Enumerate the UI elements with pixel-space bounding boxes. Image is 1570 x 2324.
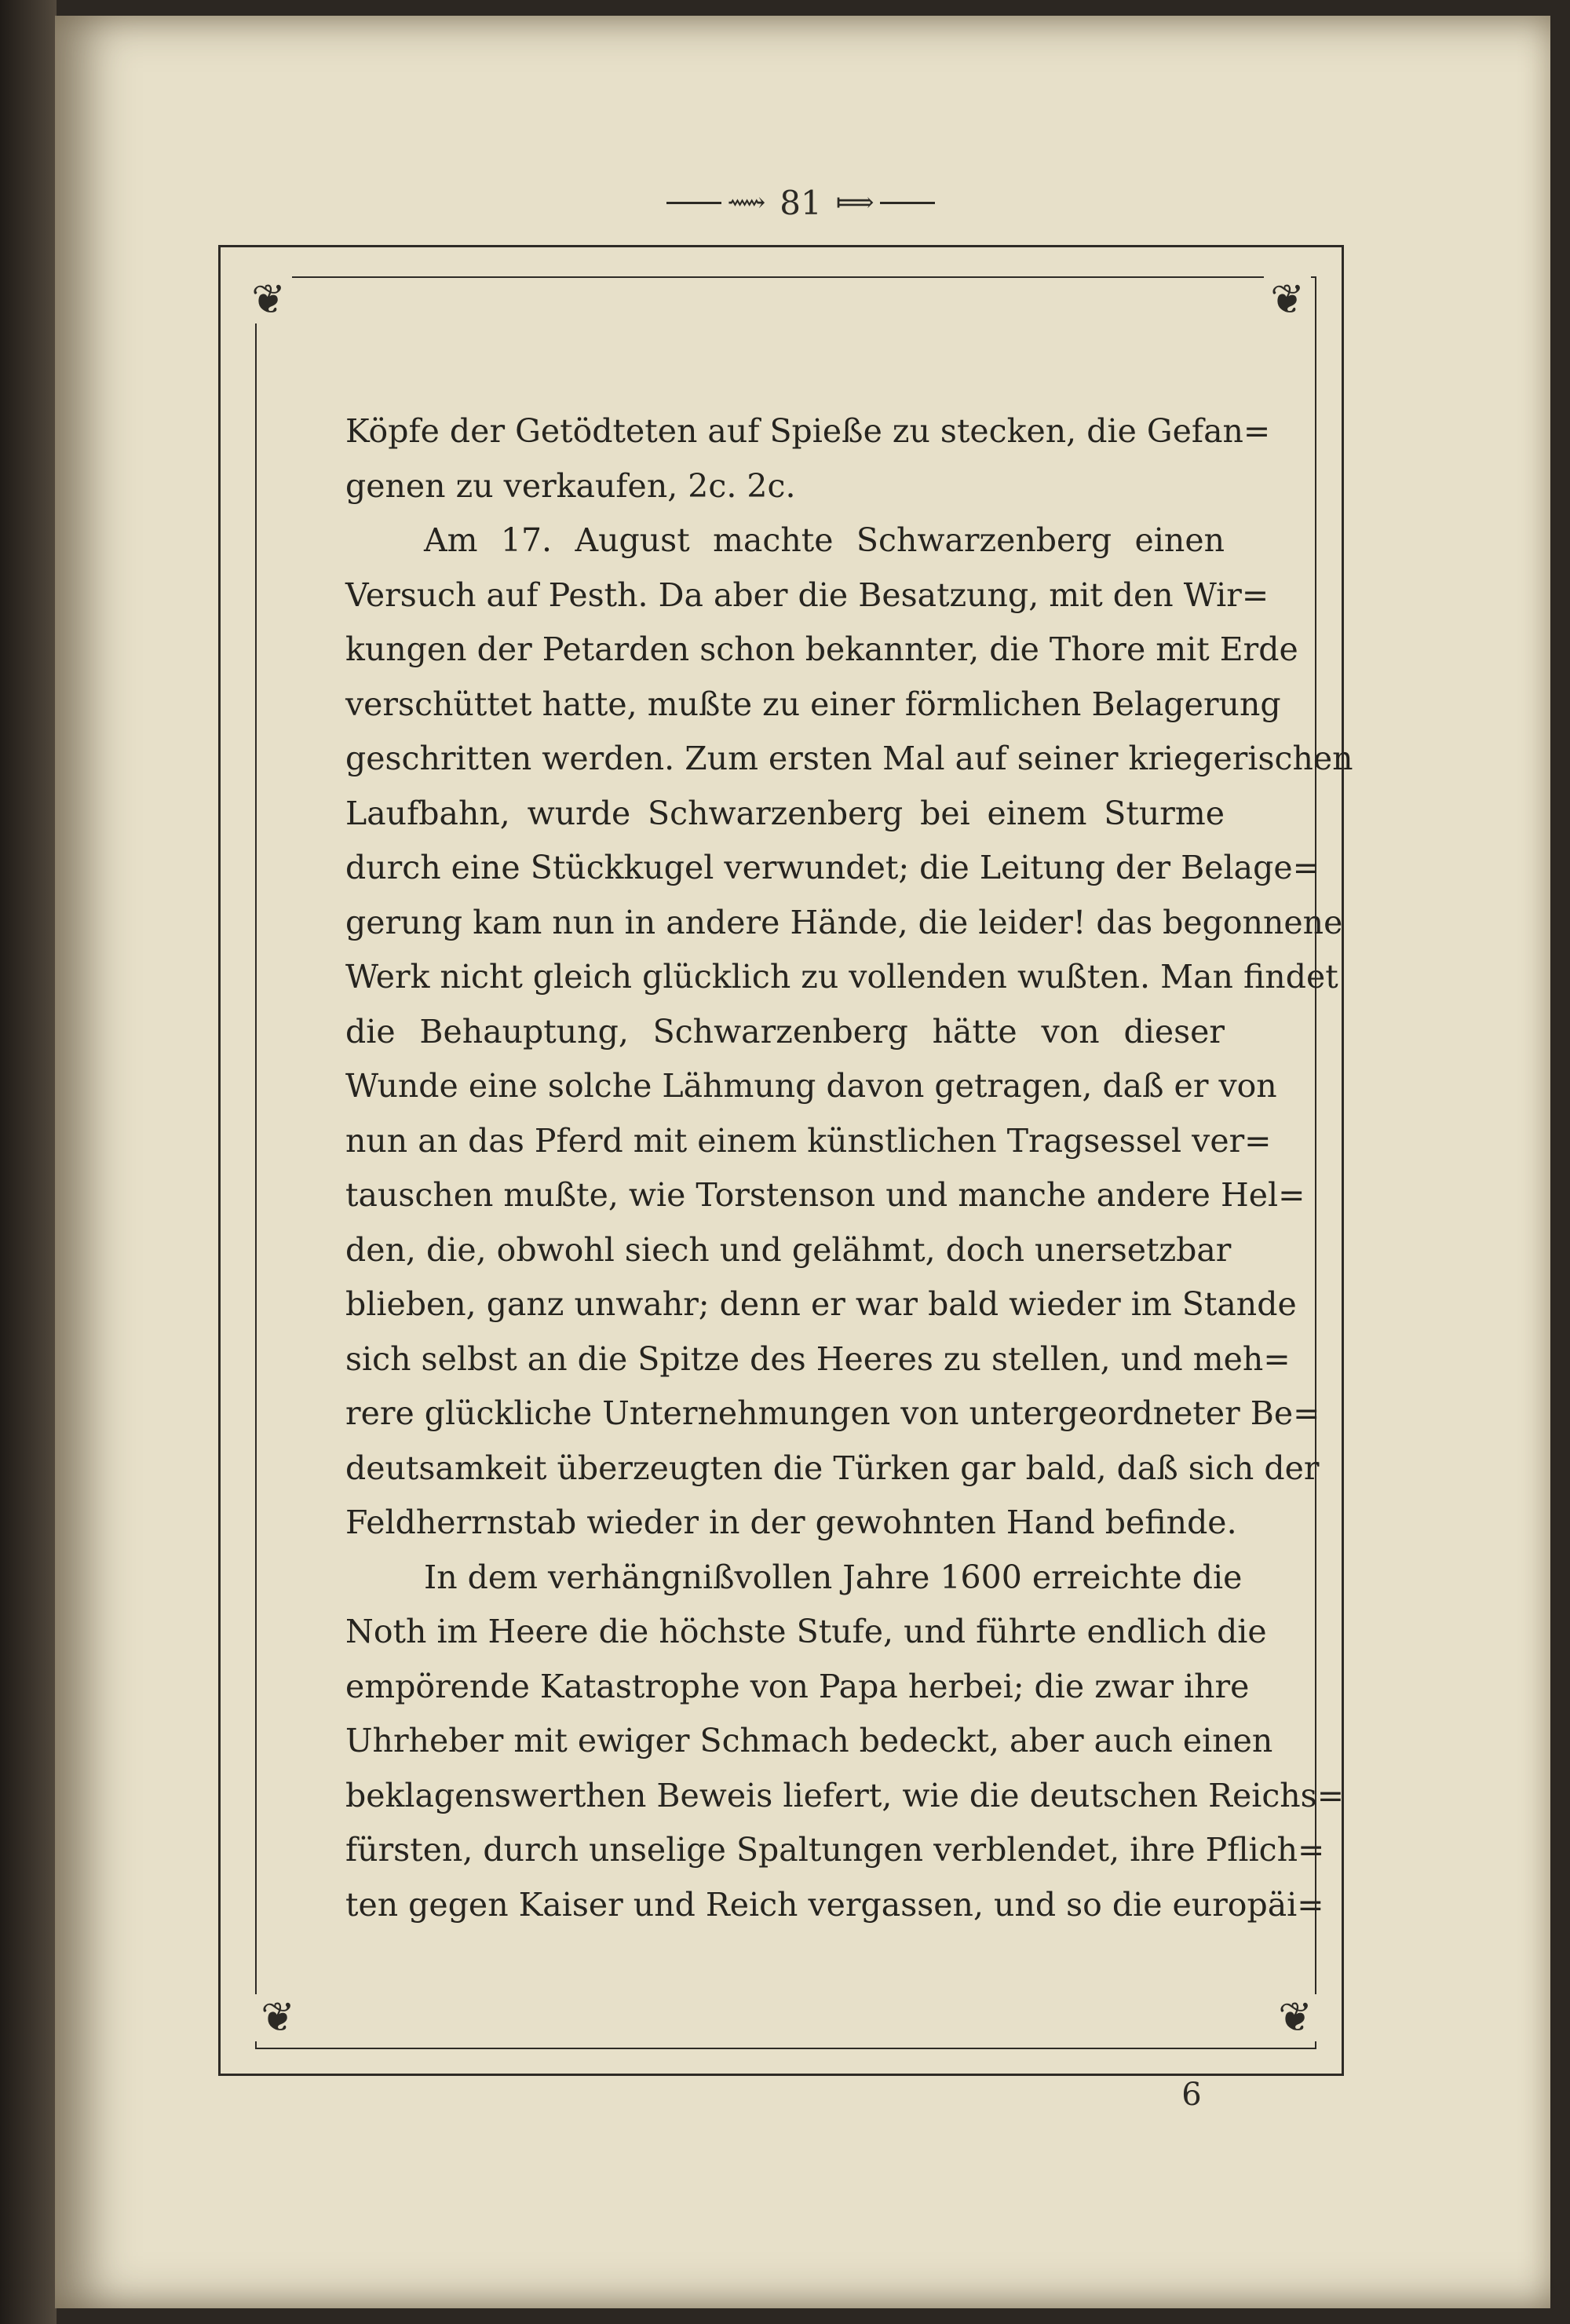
header-ornament-left-icon: ⟿ bbox=[727, 187, 766, 218]
text-line: Laufbahn, wurde Schwarzenberg bei einem Sturme bbox=[345, 794, 1225, 832]
page-number: 81 bbox=[780, 183, 822, 222]
text-line: fürsten, durch unselige Spaltungen verblendet, ihre Pflich= bbox=[345, 1831, 1325, 1869]
text-line: geschritten werden. Zum ersten Mal auf seiner kriegerischen bbox=[345, 740, 1353, 777]
corner-ornament-top-left-icon: ❦ bbox=[245, 276, 292, 323]
header-ornament-right-icon: ⟾ bbox=[835, 187, 874, 218]
text-line: beklagenswerthen Beweis liefert, wie die deutschen Reichs= bbox=[345, 1776, 1345, 1814]
text-line: genen zu verkaufen, 2c. 2c. bbox=[345, 466, 796, 505]
header-rule-left bbox=[666, 202, 721, 204]
body-text bbox=[345, 404, 1353, 1932]
text-line: Wunde eine solche Lähmung davon getragen, daß er von bbox=[345, 1067, 1277, 1105]
text-line: durch eine Stückkugel verwundet; die Leitung der Belage= bbox=[345, 849, 1320, 886]
text-line: den, die, obwohl siech und gelähmt, doch unersetzbar bbox=[345, 1230, 1232, 1269]
corner-ornament-bottom-left-icon: ❦ bbox=[254, 1994, 301, 2041]
text-line: sich selbst an die Spitze des Heeres zu stellen, und meh= bbox=[345, 1339, 1291, 1378]
text-line: empörende Katastrophe von Papa herbei; die zwar ihre bbox=[345, 1667, 1250, 1705]
text-line: In dem verhängnißvollen Jahre 1600 erreichte die bbox=[424, 1558, 1243, 1596]
text-line: nun an das Pferd mit einem künstlichen Tragsessel ver= bbox=[345, 1121, 1272, 1160]
corner-ornament-top-right-icon: ❦ bbox=[1264, 276, 1311, 323]
signature-mark: 6 bbox=[1181, 2077, 1202, 2113]
text-line: die Behauptung, Schwarzenberg hätte von dieser bbox=[345, 1012, 1225, 1051]
text-line: Versuch auf Pesth. Da aber die Besatzung, mit den Wir= bbox=[345, 576, 1269, 614]
text-line: Noth im Heere die höchste Stufe, und führte endlich die bbox=[345, 1613, 1267, 1650]
text-line: kungen der Petarden schon bekannter, die Thore mit Erde bbox=[345, 630, 1298, 668]
corner-ornament-bottom-right-icon: ❦ bbox=[1272, 1994, 1319, 2041]
text-line: Werk nicht gleich glücklich zu vollenden wußten. Man findet bbox=[345, 958, 1338, 996]
text-line: rere glückliche Unternehmungen von untergeordneter Be= bbox=[345, 1394, 1320, 1432]
text-line: ten gegen Kaiser und Reich vergassen, und so die europäi= bbox=[345, 1885, 1324, 1924]
book-gutter bbox=[0, 0, 57, 2324]
text-line: blieben, ganz unwahr; denn er war bald wieder im Stande bbox=[345, 1285, 1297, 1323]
text-line: verschüttet hatte, mußte zu einer förmlichen Belagerung bbox=[345, 685, 1281, 723]
text-line: deutsamkeit überzeugten die Türken gar bald, daß sich der bbox=[345, 1449, 1320, 1487]
text-line: Feldherrnstab wieder in der gewohnten Hand befinde. bbox=[345, 1504, 1237, 1541]
header-rule-right bbox=[880, 202, 935, 204]
text-line: tauschen mußte, wie Torstenson und manche andere Hel= bbox=[345, 1176, 1305, 1214]
text-line: Uhrheber mit ewiger Schmach bedeckt, aber auch einen bbox=[345, 1722, 1273, 1759]
text-line: gerung kam nun in andere Hände, die leider! das begonnene bbox=[345, 903, 1343, 941]
page-header bbox=[620, 179, 981, 226]
text-line: Köpfe der Getödteten auf Spieße zu stecken, die Gefan= bbox=[345, 412, 1271, 450]
text-line: Am 17. August machte Schwarzenberg einen bbox=[424, 521, 1225, 559]
